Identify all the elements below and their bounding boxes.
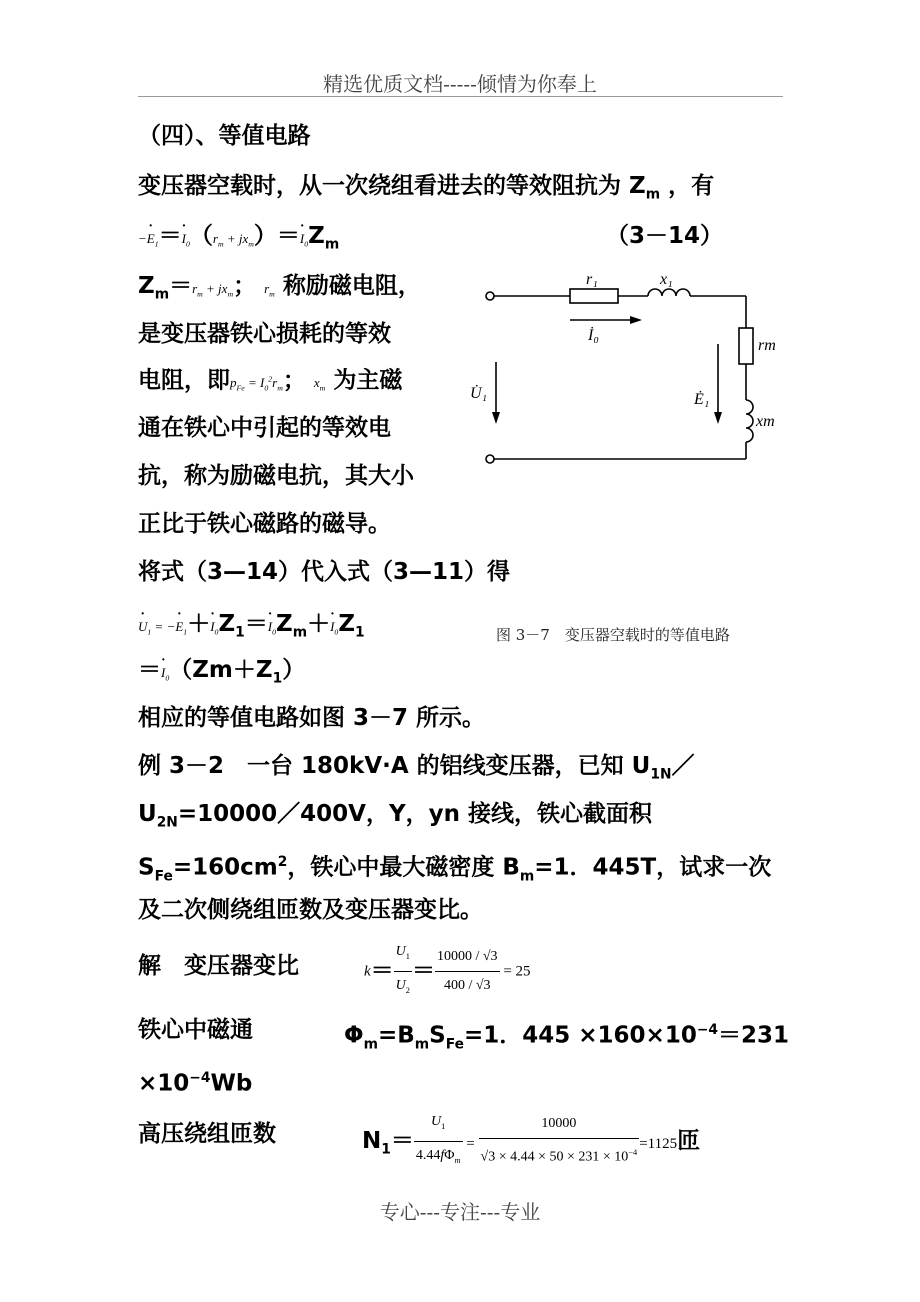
example-line-2: $U_{2N}=10000/400V$，Y，yn 接线，铁心截面积 [138, 801, 652, 831]
text-line: 通在铁心中引起的等效电 [138, 415, 391, 441]
example-line-3: $S_{Fe}=160cm^2$，铁心中最大磁密度 $B_m=1$．445T，试求一次 [138, 854, 772, 885]
substitute-text: 将式（3—14）代入式（3—11）得 [138, 559, 511, 585]
label-E1: Ė₁ [694, 391, 710, 408]
flux-equation-cont: $\times 10^{-4}Wb$ [138, 1070, 253, 1097]
header-rule [138, 96, 783, 97]
solution-label: 解 变压器变比 [138, 953, 299, 979]
text-line-resistance: 电阻，即$p_{Fe} = I_0^2r_m$； $x_m$ 为主磁 [138, 367, 403, 394]
label-U1: U̇₁ [470, 385, 488, 402]
page-footer: 专心---专注---专业 [379, 1200, 541, 1224]
hv-label: 高压绕组匝数 [138, 1121, 276, 1147]
equation-U1: · $U_1$ = −· $E_1+\cdot I_0Z_1=\cdot I_0Z_m+\cdot I_0Z_1$ [138, 610, 365, 647]
example-line-4: 及二次侧绕组匝数及变压器变比。 [138, 897, 483, 923]
label-I0: İ₀ [588, 327, 599, 344]
equation-total: ＝· $I_0(Zm+Z_1)$ [138, 656, 305, 693]
page-header: 精选优质文档-----倾情为你奉上 [323, 72, 597, 96]
zm-definition: $Z_m=r_m + jx_m$； $r_m$ 称励磁电阻， [138, 273, 421, 303]
flux-equation: $\Phi_m=B_mS_{Fe}=1$．$445 \times 160\times 10^{-4}=231$ [344, 1022, 790, 1053]
label-x1: x₁ [660, 271, 673, 288]
label-rm: rm [758, 337, 776, 354]
example-line-1: 例 3－2 一台 180kV·A 的铝线变压器，已知 $U_{1N}/$ [138, 753, 695, 783]
text-line: 是变压器铁心损耗的等效 [138, 321, 391, 347]
hv-equation: $N_1=$ $\frac{U_1}{4.44f\Phi_m}$ = $\frac{10000}{√3 \times 4.44 \times 50 \times 231 \times 10^{-4}}$ =1125匝 [362, 1108, 700, 1175]
figure-note: 相应的等值电路如图 3－7 所示。 [138, 705, 486, 731]
label-r1: r₁ [586, 271, 598, 288]
figure-caption: 图 3－7 变压器空载时的等值电路 [496, 626, 730, 644]
text-line: 正比于铁心磁路的磁导。 [138, 511, 391, 537]
text-line: 抗，称为励磁电抗，其大小 [138, 463, 414, 489]
ratio-equation: k＝ $\frac{U_1}{U_2}$ ＝ $\frac{10000 / √3}{400 / √3}$ = 25 [364, 938, 531, 1005]
equivalent-circuit-diagram [470, 262, 790, 472]
label-xm: xm [756, 413, 775, 430]
equation-number: （3－14） [606, 223, 724, 249]
equation-3-14: −· $E_1=\cdot I_0(r_m + jx_m)=\cdot I_0Z_m$ [138, 222, 339, 259]
section-title: （四）、等值电路 [138, 123, 311, 149]
flux-label: 铁心中磁通 [138, 1017, 253, 1043]
para-1: 变压器空载时，从一次绕组看进去的等效阻抗为 $Z_m$ ，有 [138, 173, 715, 203]
